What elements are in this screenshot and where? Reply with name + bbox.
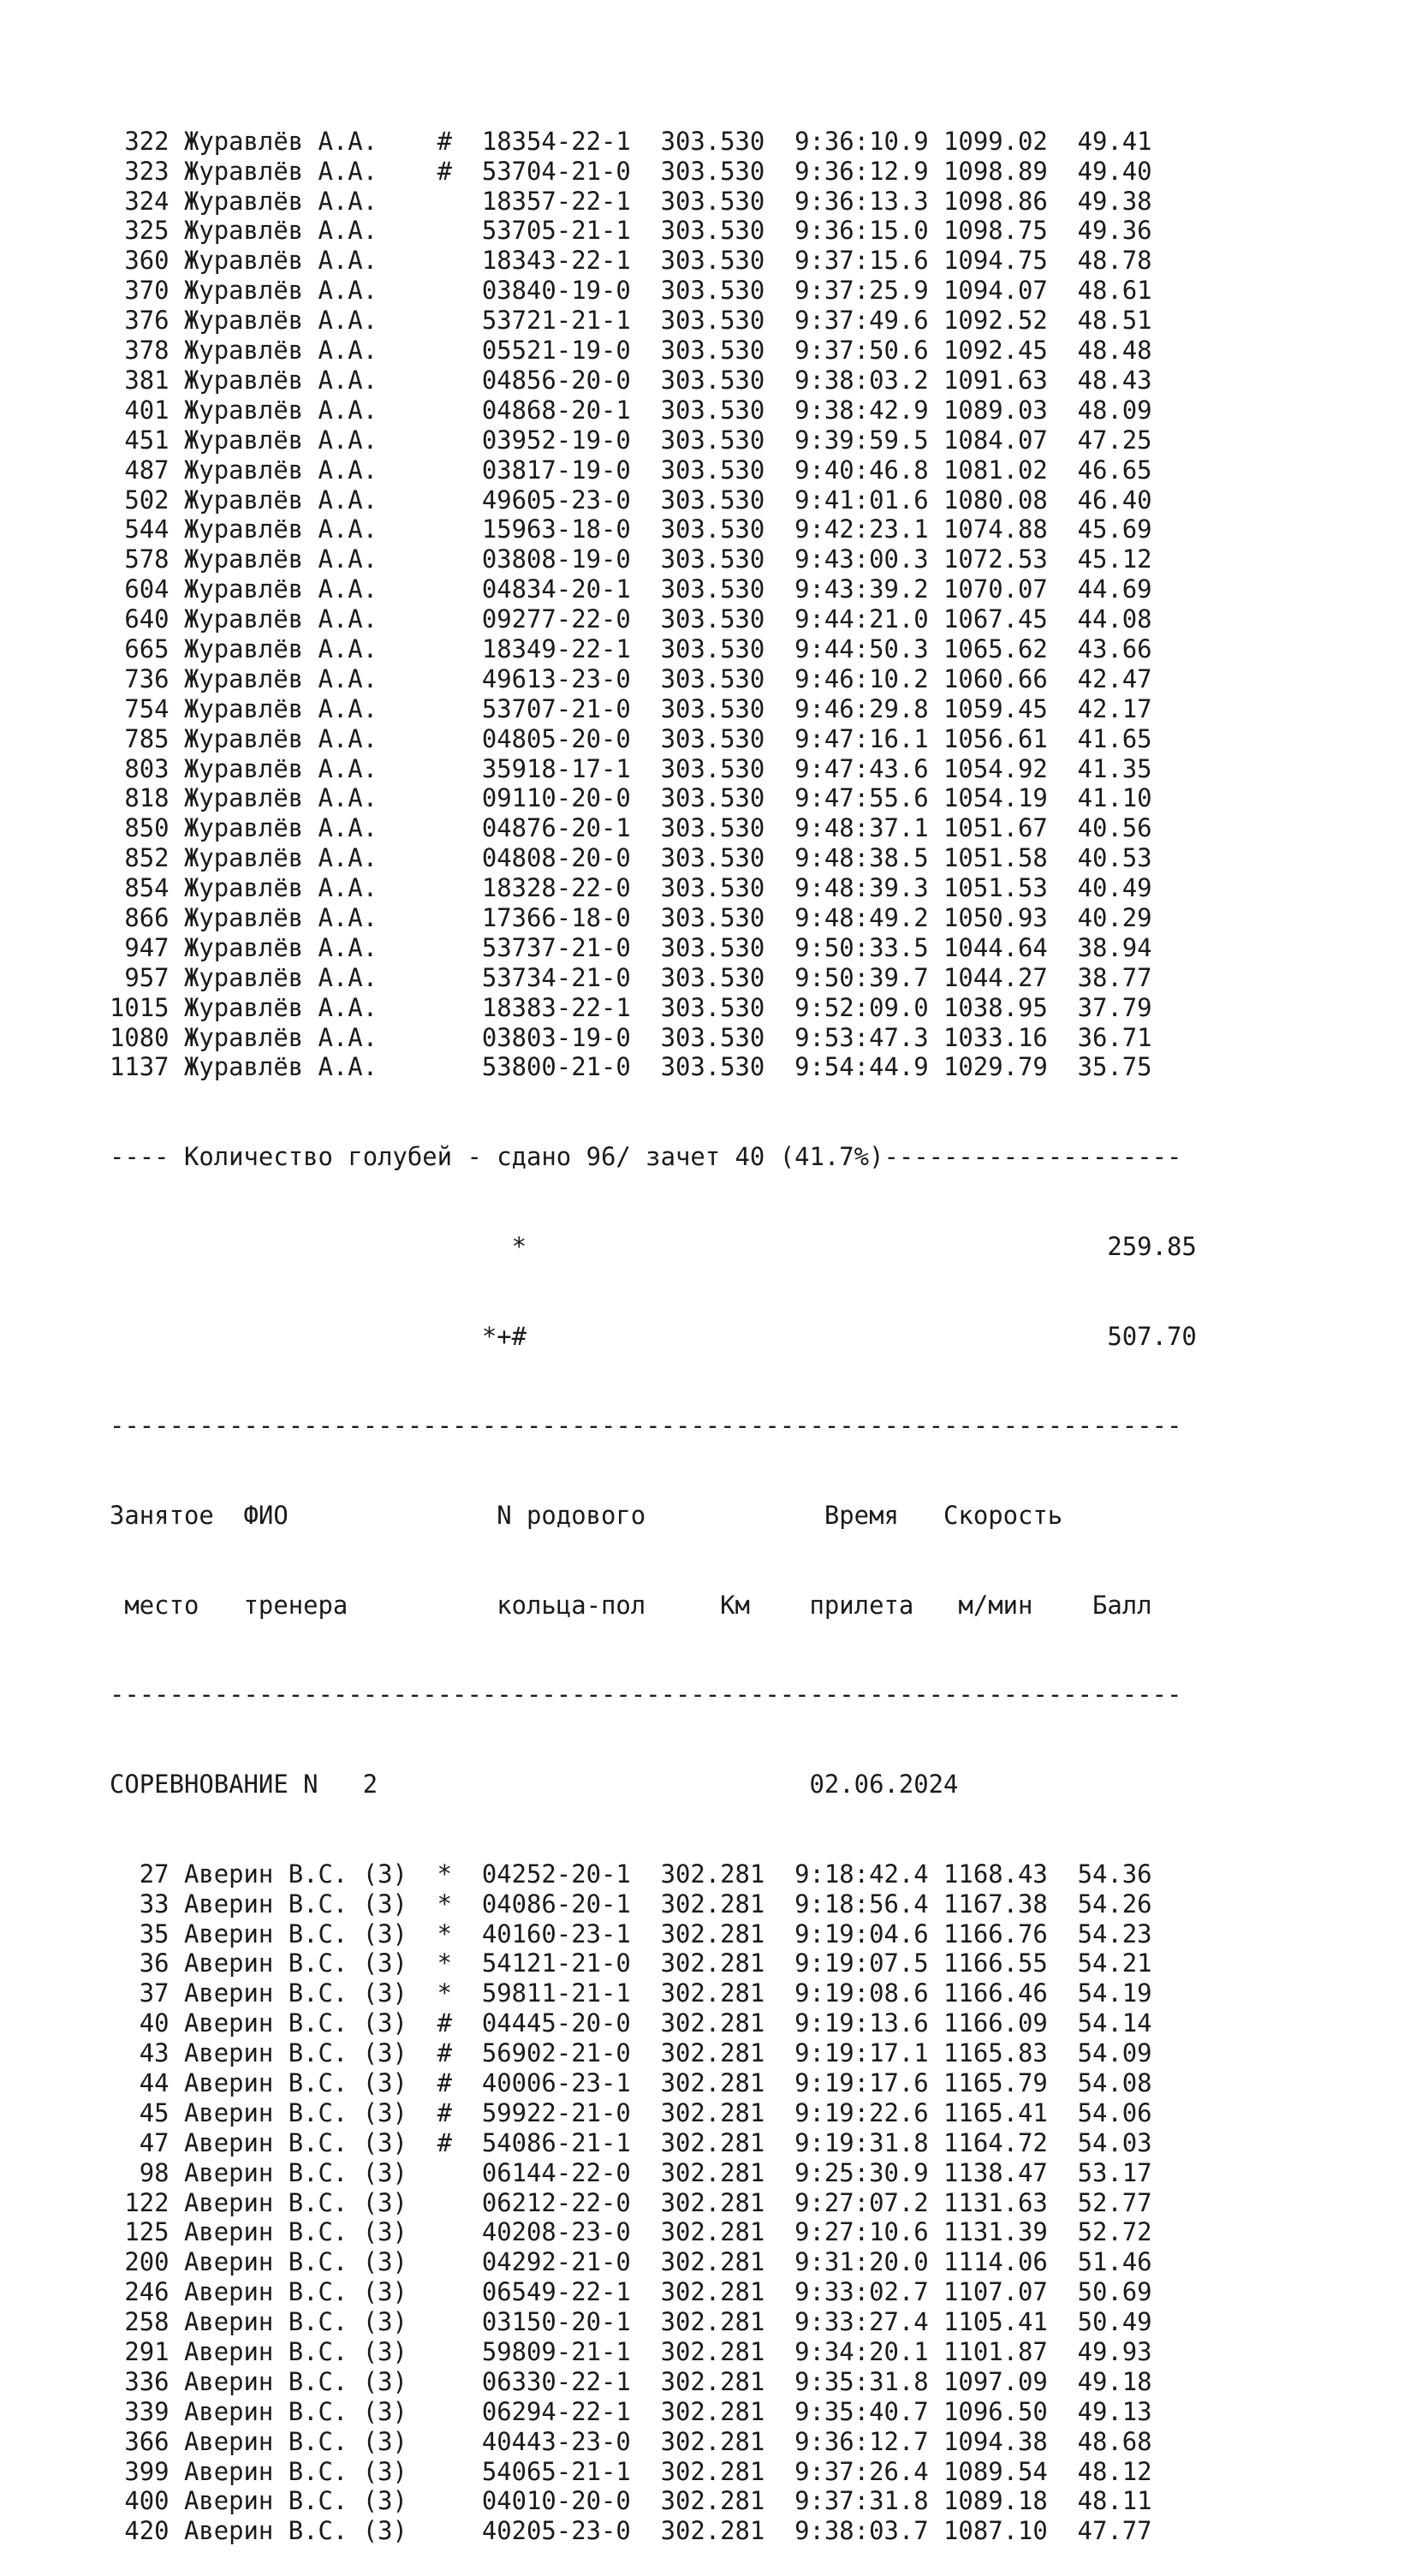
result-row: 1137 Журавлёв А.А. 53800-21-0 303.530 9:54:44.9 1029.79 35.75 <box>110 1052 1152 1082</box>
result-row: 376 Журавлёв А.А. 53721-21-1 303.530 9:37:49.6 1092.52 48.51 <box>110 306 1152 336</box>
result-row: 339 Аверин В.С. (З) 06294-22-1 302.281 9:35:40.7 1096.50 49.13 <box>110 2396 1152 2426</box>
result-row: 736 Журавлёв А.А. 49613-23-0 303.530 9:46:10.2 1060.66 42.47 <box>110 663 1152 693</box>
result-row: 854 Журавлёв А.А. 18328-22-0 303.530 9:48:39.3 1051.53 40.49 <box>110 873 1152 903</box>
result-row: 47 Аверин В.С. (З) # 54086-21-1 302.281 9:19:31.8 1164.72 54.03 <box>110 2127 1152 2157</box>
result-row: 803 Журавлёв А.А. 35918-17-1 303.530 9:47:43.6 1054.92 41.35 <box>110 753 1152 783</box>
result-row: 399 Аверин В.С. (З) 54065-21-1 302.281 9:37:26.4 1089.54 48.12 <box>110 2456 1152 2486</box>
result-row: 451 Журавлёв А.А. 03952-19-0 303.530 9:39:59.5 1084.07 47.25 <box>110 425 1152 455</box>
result-row: 487 Журавлёв А.А. 03817-19-0 303.530 9:40:46.8 1081.02 46.65 <box>110 455 1152 485</box>
result-row: 36 Аверин В.С. (З) * 54121-21-0 302.281 9:19:07.5 1166.55 54.21 <box>110 1948 1152 1978</box>
result-row: 43 Аверин В.С. (З) # 56902-21-0 302.281 9:19:17.1 1165.83 54.09 <box>110 2038 1152 2068</box>
section-1-results <box>110 127 1197 1083</box>
result-row: 665 Журавлёв А.А. 18349-22-1 303.530 9:44:50.3 1065.62 43.66 <box>110 634 1152 663</box>
total-star-plus-hash-line: *+# 507.70 <box>110 1321 1197 1351</box>
result-row: 640 Журавлёв А.А. 09277-22-0 303.530 9:44:21.0 1067.45 44.08 <box>110 604 1152 634</box>
result-row: 957 Журавлёв А.А. 53734-21-0 303.530 9:50:39.7 1044.27 38.77 <box>110 962 1152 992</box>
summary-line: ---- Количество голубей - сдано 96/ зачет 40 (41.7%)-------------------- <box>110 1142 1182 1172</box>
result-row: 360 Журавлёв А.А. 18343-22-1 303.530 9:37:15.6 1094.75 48.78 <box>110 246 1152 276</box>
result-row: 502 Журавлёв А.А. 49605-23-0 303.530 9:41:01.6 1080.08 46.40 <box>110 485 1152 515</box>
separator-bottom: ------------------------------------------------------------------------ <box>110 1680 1182 1710</box>
results-document <box>110 67 1197 2576</box>
total-star-line: * 259.85 <box>110 1231 1197 1261</box>
column-header-line-2: место тренера кольца-пол Км прилета м/мин Балл <box>110 1590 1152 1620</box>
result-row: 366 Аверин В.С. (З) 40443-23-0 302.281 9:36:12.7 1094.38 48.68 <box>110 2426 1152 2456</box>
result-row: 291 Аверин В.С. (З) 59809-21-1 302.281 9:34:20.1 1101.87 49.93 <box>110 2337 1152 2366</box>
result-row: 40 Аверин В.С. (З) # 04445-20-0 302.281 9:19:13.6 1166.09 54.14 <box>110 2008 1152 2038</box>
result-row: 400 Аверин В.С. (З) 04010-20-0 302.281 9:37:31.8 1089.18 48.11 <box>110 2486 1152 2516</box>
result-row: 401 Журавлёв А.А. 04868-20-1 303.530 9:38:42.9 1089.03 48.09 <box>110 395 1152 425</box>
result-row: 35 Аверин В.С. (З) * 40160-23-1 302.281 9:19:04.6 1166.76 54.23 <box>110 1919 1152 1948</box>
result-row: 370 Журавлёв А.А. 03840-19-0 303.530 9:37:25.9 1094.07 48.61 <box>110 276 1152 306</box>
result-row: 323 Журавлёв А.А. # 53704-21-0 303.530 9:36:12.9 1098.89 49.40 <box>110 156 1152 186</box>
result-row: 420 Аверин В.С. (З) 40205-23-0 302.281 9:38:03.7 1087.10 47.77 <box>110 2516 1152 2546</box>
result-row: 947 Журавлёв А.А. 53737-21-0 303.530 9:50:33.5 1044.64 38.94 <box>110 932 1152 962</box>
result-row: 850 Журавлёв А.А. 04876-20-1 303.530 9:48:37.1 1051.67 40.56 <box>110 813 1152 843</box>
result-row: 785 Журавлёв А.А. 04805-20-0 303.530 9:47:16.1 1056.61 41.65 <box>110 723 1152 753</box>
result-row: 1015 Журавлёв А.А. 18383-22-1 303.530 9:52:09.0 1038.95 37.79 <box>110 992 1152 1022</box>
result-row: 37 Аверин В.С. (З) * 59811-21-1 302.281 9:19:08.6 1166.46 54.19 <box>110 1978 1152 2008</box>
column-header-line-1: Занятое ФИО N родового Время Скорость <box>110 1500 1063 1530</box>
result-row: 604 Журавлёв А.А. 04834-20-1 303.530 9:43:39.2 1070.07 44.69 <box>110 574 1152 604</box>
result-row: 754 Журавлёв А.А. 53707-21-0 303.530 9:46:29.8 1059.45 42.17 <box>110 693 1152 723</box>
result-row: 122 Аверин В.С. (З) 06212-22-0 302.281 9:27:07.2 1131.63 52.77 <box>110 2187 1152 2217</box>
result-row: 200 Аверин В.С. (З) 04292-21-0 302.281 9:31:20.0 1114.06 51.46 <box>110 2247 1152 2277</box>
result-row: 544 Журавлёв А.А. 15963-18-0 303.530 9:42:23.1 1074.88 45.69 <box>110 515 1152 544</box>
result-row: 381 Журавлёв А.А. 04856-20-0 303.530 9:38:03.2 1091.63 48.43 <box>110 365 1152 395</box>
competition-title: СОРЕВНОВАНИЕ N 2 02.06.2024 <box>110 1770 959 1800</box>
result-row: 325 Журавлёв А.А. 53705-21-1 303.530 9:36:15.0 1098.75 49.36 <box>110 216 1152 246</box>
result-row: 852 Журавлёв А.А. 04808-20-0 303.530 9:48:38.5 1051.58 40.53 <box>110 843 1152 873</box>
result-row: 578 Журавлёв А.А. 03808-19-0 303.530 9:43:00.3 1072.53 45.12 <box>110 544 1152 574</box>
result-row: 866 Журавлёв А.А. 17366-18-0 303.530 9:48:49.2 1050.93 40.29 <box>110 902 1152 932</box>
result-row: 44 Аверин В.С. (З) # 40006-23-1 302.281 9:19:17.6 1165.79 54.08 <box>110 2067 1152 2097</box>
result-row: 45 Аверин В.С. (З) # 59922-21-0 302.281 9:19:22.6 1165.41 54.06 <box>110 2097 1152 2127</box>
result-row: 818 Журавлёв А.А. 09110-20-0 303.530 9:47:55.6 1054.19 41.10 <box>110 783 1152 813</box>
result-row: 258 Аверин В.С. (З) 03150-20-1 302.281 9:33:27.4 1105.41 50.49 <box>110 2307 1152 2337</box>
result-row: 322 Журавлёв А.А. # 18354-22-1 303.530 9:36:10.9 1099.02 49.41 <box>110 126 1152 156</box>
result-row: 336 Аверин В.С. (З) 06330-22-1 302.281 9:35:31.8 1097.09 49.18 <box>110 2366 1152 2396</box>
result-row: 33 Аверин В.С. (З) * 04086-20-1 302.281 9:18:56.4 1167.38 54.26 <box>110 1889 1152 1919</box>
result-row: 246 Аверин В.С. (З) 06549-22-1 302.281 9:33:02.7 1107.07 50.69 <box>110 2277 1152 2307</box>
section-2-results <box>110 1859 1197 2546</box>
result-row: 125 Аверин В.С. (З) 40208-23-0 302.281 9:27:10.6 1131.39 52.72 <box>110 2217 1152 2247</box>
separator-top: ------------------------------------------------------------------------ <box>110 1411 1182 1441</box>
result-row: 324 Журавлёв А.А. 18357-22-1 303.530 9:36:13.3 1098.86 49.38 <box>110 186 1152 216</box>
result-row: 98 Аверин В.С. (З) 06144-22-0 302.281 9:25:30.9 1138.47 53.17 <box>110 2157 1152 2187</box>
result-row: 1080 Журавлёв А.А. 03803-19-0 303.530 9:53:47.3 1033.16 36.71 <box>110 1022 1152 1052</box>
result-row: 378 Журавлёв А.А. 05521-19-0 303.530 9:37:50.6 1092.45 48.48 <box>110 336 1152 366</box>
result-row: 27 Аверин В.С. (З) * 04252-20-1 302.281 9:18:42.4 1168.43 54.36 <box>110 1859 1152 1889</box>
